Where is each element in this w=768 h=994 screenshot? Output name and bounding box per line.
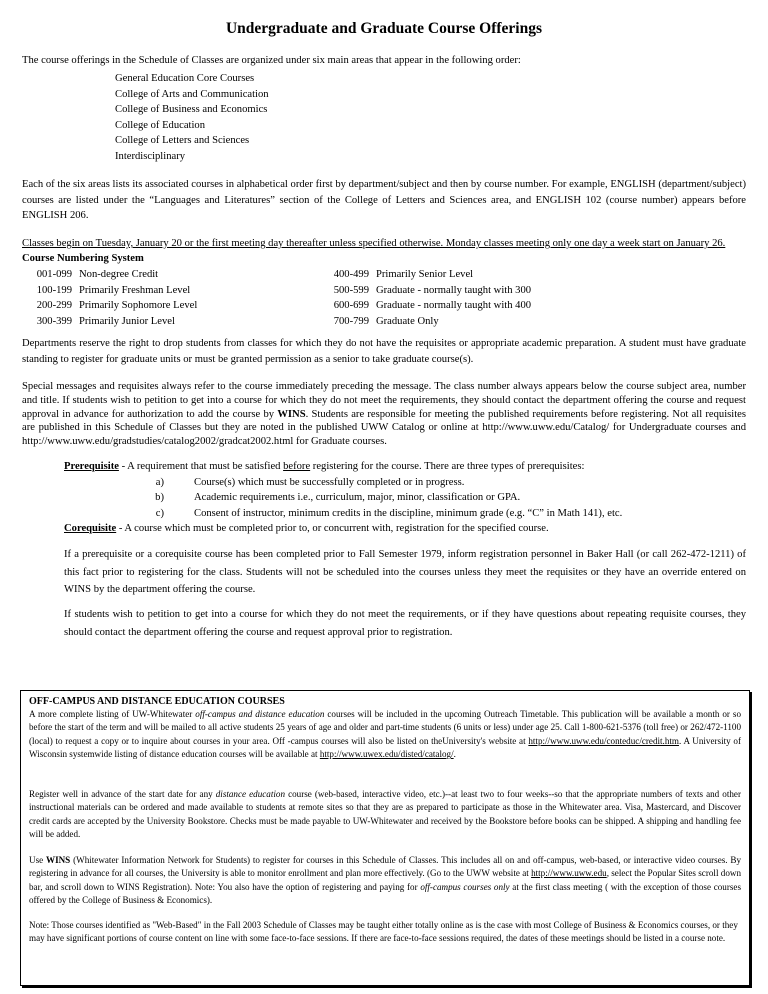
area-item: College of Education — [115, 119, 206, 131]
special-messages-text: Special messages and requisites always refer to the course immediately preceding the message. The class number always appears below the course subject area, number and title. If students wish to petition to get into a course for which they do not meet the requirements, they should contact the department offering the course and request approval in advance for authorization to add the course by — [22, 381, 746, 420]
numbering-row — [319, 298, 531, 314]
prerequisite-definition — [64, 459, 746, 475]
off-campus-paragraph-3 — [29, 854, 741, 908]
course-range: 100-199 — [36, 284, 72, 296]
area-item: College of Letters and Sciences — [115, 135, 250, 146]
off-campus-text: , select the Popular Sites scroll down bar, and scroll down to WINS Registration). Note: You also have the option of registering and paying for — [29, 868, 741, 892]
ordering-paragraph: Each of the six areas lists its associated courses in alphabetical order first by department/subject and then by course number. For example, ENGLISH (department/subject) courses are listed under the “Languages and Literatures” section of the College of Letters and Sciences area, and ENGLISH 102 (course number) appears before ENGLISH 206. — [22, 179, 746, 221]
wins-term: WINS — [277, 408, 306, 420]
numbering-row — [22, 267, 197, 283]
numbering-right-column — [319, 267, 531, 329]
course-range: 600-699 — [333, 300, 369, 311]
area-item: Interdisciplinary — [115, 150, 186, 162]
prerequisite-type — [64, 490, 746, 506]
numbering-row — [22, 298, 197, 314]
off-campus-text: . A University of Wisconsin systemwide listing of distance education courses will be available at — [29, 735, 741, 760]
course-range-desc: Primarily Freshman Level — [79, 284, 191, 296]
off-campus-emphasis: distance education — [215, 789, 285, 799]
course-range: 500-599 — [333, 284, 369, 296]
fall-1979-paragraph: If a prerequisite or a corequisite course has been completed prior to Fall Semester 1979, inform registration personnel in Baker Hall (or call 262-472-1211) of this fact prior to registering for the class. Students will not be scheduled into the courses unless they meet the requisites or they have an override entered on WINS by the department offering the course. — [64, 549, 746, 595]
course-range-desc: Primarily Junior Level — [79, 315, 175, 327]
before-emphasis: before — [283, 461, 311, 472]
area-item: General Education Core Courses — [115, 73, 255, 84]
off-campus-heading: OFF-CAMPUS AND DISTANCE EDUCATION COURSES — [29, 696, 285, 707]
course-range-desc: Primarily Sophomore Level — [79, 300, 198, 311]
course-range: 001-099 — [36, 269, 72, 280]
off-campus-paragraph-4: Note: Those courses identified as "Web-Based" in the Fall 2003 Schedule of Classes may be taught either totally online as is the case with most College of Business & Economics courses, or they may have significant portions of course content on line with some face-to-face sessions. If there are face-to-face sessions required, the dates of these meetings should be listed in a course note. — [29, 920, 738, 944]
off-campus-text: A more complete listing of UW-Whitewater — [29, 709, 196, 719]
off-campus-emphasis: off-campus courses only — [420, 881, 510, 892]
prerequisite-type-letter: b) — [155, 492, 164, 503]
prerequisite-text: registering for the course. There are three types of prerequisites: — [310, 461, 585, 472]
petition-paragraph: If students wish to petition to get into a course for which they do not meet the requirements, or if they have questions about repeating requisite courses, they should contact the department offering the course and request approval prior to registration. — [64, 609, 746, 638]
prerequisite-label: Prerequisite — [64, 461, 119, 472]
wins-term: WINS — [45, 855, 71, 865]
uww-website-link[interactable]: http://www.uww.edu — [531, 868, 607, 879]
numbering-row — [319, 314, 531, 330]
numbering-row — [319, 267, 531, 283]
corequisite-label: Corequisite — [64, 523, 117, 534]
off-campus-notice-box — [20, 690, 750, 986]
prerequisite-text: - A requirement that must be satisfied — [118, 461, 284, 472]
course-range: 400-499 — [333, 269, 369, 280]
classes-begin-notice: Classes begin on Tuesday, January 20 or the first meeting day thereafter unless specified otherwise. Monday classes meeting only one day a week start on January 26. — [22, 238, 726, 249]
prerequisite-type-text: Course(s) which must be successfully completed or in progress. — [194, 476, 465, 488]
off-campus-paragraph-1 — [29, 708, 741, 762]
area-item: College of Arts and Communication — [115, 88, 269, 100]
departments-paragraph: Departments reserve the right to drop students from classes for which they do not have the requisites or appropriate academic preparation. A student must have graduate standing to register for graduate units or must be granted permission as a senior to take graduate course(s). — [22, 338, 746, 365]
page-title: Undergraduate and Graduate Course Offerings — [225, 20, 543, 37]
course-range: 200-299 — [36, 300, 72, 311]
numbering-row — [319, 283, 531, 299]
prerequisite-type-letter: a) — [155, 476, 164, 488]
areas-list — [115, 71, 269, 164]
off-campus-text: Use — [29, 855, 46, 865]
area-item: College of Business and Economics — [115, 104, 268, 115]
prerequisite-type-text: Academic requirements i.e., curriculum, major, minor, classification or GPA. — [194, 492, 521, 503]
prerequisite-type-text: Consent of instructor, minimum credits in the discipline, minimum grade (e.g. “C” in Math 141), etc. — [194, 507, 623, 519]
disted-catalog-link[interactable]: http://www.uwex.edu/disted/catalog/ — [319, 749, 454, 760]
corequisite-text: - A course which must be completed prior to, or concurrent with, registration for the specified course. — [116, 523, 549, 534]
off-campus-emphasis: off-campus and distance education — [195, 709, 325, 719]
prerequisite-type — [64, 506, 746, 522]
prerequisite-type — [64, 475, 746, 491]
corequisite-definition — [64, 521, 746, 537]
course-range: 300-399 — [36, 315, 72, 327]
special-messages-text: . Students are responsible for meeting the published requirements before registering. Not all requisites are published in this Schedule of Classes but they are noted in the published UWW Catalog or online at http://www.uww.edu/Catalog/ for Undergraduate courses and http://www.uww.edu/gradstudies/catalog2002/gradcat2002.html for Graduate courses. — [22, 408, 746, 448]
off-campus-text: courses will be included in the upcoming Outreach Timetable. This publication will be available a month or so before the start of the term and will be mailed to all active students 25 years of age and older and part-time students (6 units or less) under age 25. Call 1-800-621-5376 (toll free) or 262/472-1100 (local) to request a copy or to inquire about courses in your area. Off -campus courses will also be listed on theUniversity's website at — [29, 709, 742, 746]
course-range-desc: Graduate Only — [376, 315, 439, 327]
off-campus-text: at the first class meeting ( with the exception of those courses offered by the College of Business & Economics). — [29, 881, 741, 906]
numbering-row — [22, 283, 197, 299]
conteduc-link[interactable]: http://www.uww.edu/conteduc/credit.htm — [528, 735, 679, 746]
special-messages-paragraph — [22, 380, 746, 449]
course-range-desc: Non-degree Credit — [79, 269, 159, 280]
numbering-heading: Course Numbering System — [22, 253, 144, 264]
numbering-row — [22, 314, 197, 330]
numbering-left-column — [22, 267, 197, 329]
course-range-desc: Graduate - normally taught with 400 — [376, 300, 532, 311]
off-campus-text: . — [453, 749, 456, 760]
off-campus-paragraph-2 — [29, 788, 741, 842]
course-range: 700-799 — [333, 315, 369, 327]
intro-text: The course offerings in the Schedule of Classes are organized under six main areas that appear in the following order: — [22, 55, 521, 66]
requisites-section — [64, 459, 746, 537]
prerequisite-type-letter: c) — [155, 507, 164, 519]
off-campus-text: course (web-based, interactive video, etc.)--at least two to four weeks--so that the appropriate numbers of texts and other instructional materials can be ordered and made available to students at remote sites so that they are as prepared to participate as those in the Whitewater area. Visa, Mastercard, and Discover credit cards are accepted by the University Bookstore. Checks must be made payable to UW-Whitewater and received by the Bookstore before books can be shipped. A shipping and handling fee will be added. — [29, 789, 741, 840]
off-campus-text: (Whitewater Information Network for Students) to register for courses in this Schedule of Classes. This includes all on and off-campus, web-based, or interactive video courses. By registering in advance for all courses, the University is able to monitor enrollment and plan more effectively. (Go to the UWW website at — [29, 855, 742, 879]
course-range-desc: Graduate - normally taught with 300 — [376, 284, 532, 296]
course-range-desc: Primarily Senior Level — [376, 269, 474, 280]
off-campus-text: Register well in advance of the start date for any — [29, 789, 216, 799]
